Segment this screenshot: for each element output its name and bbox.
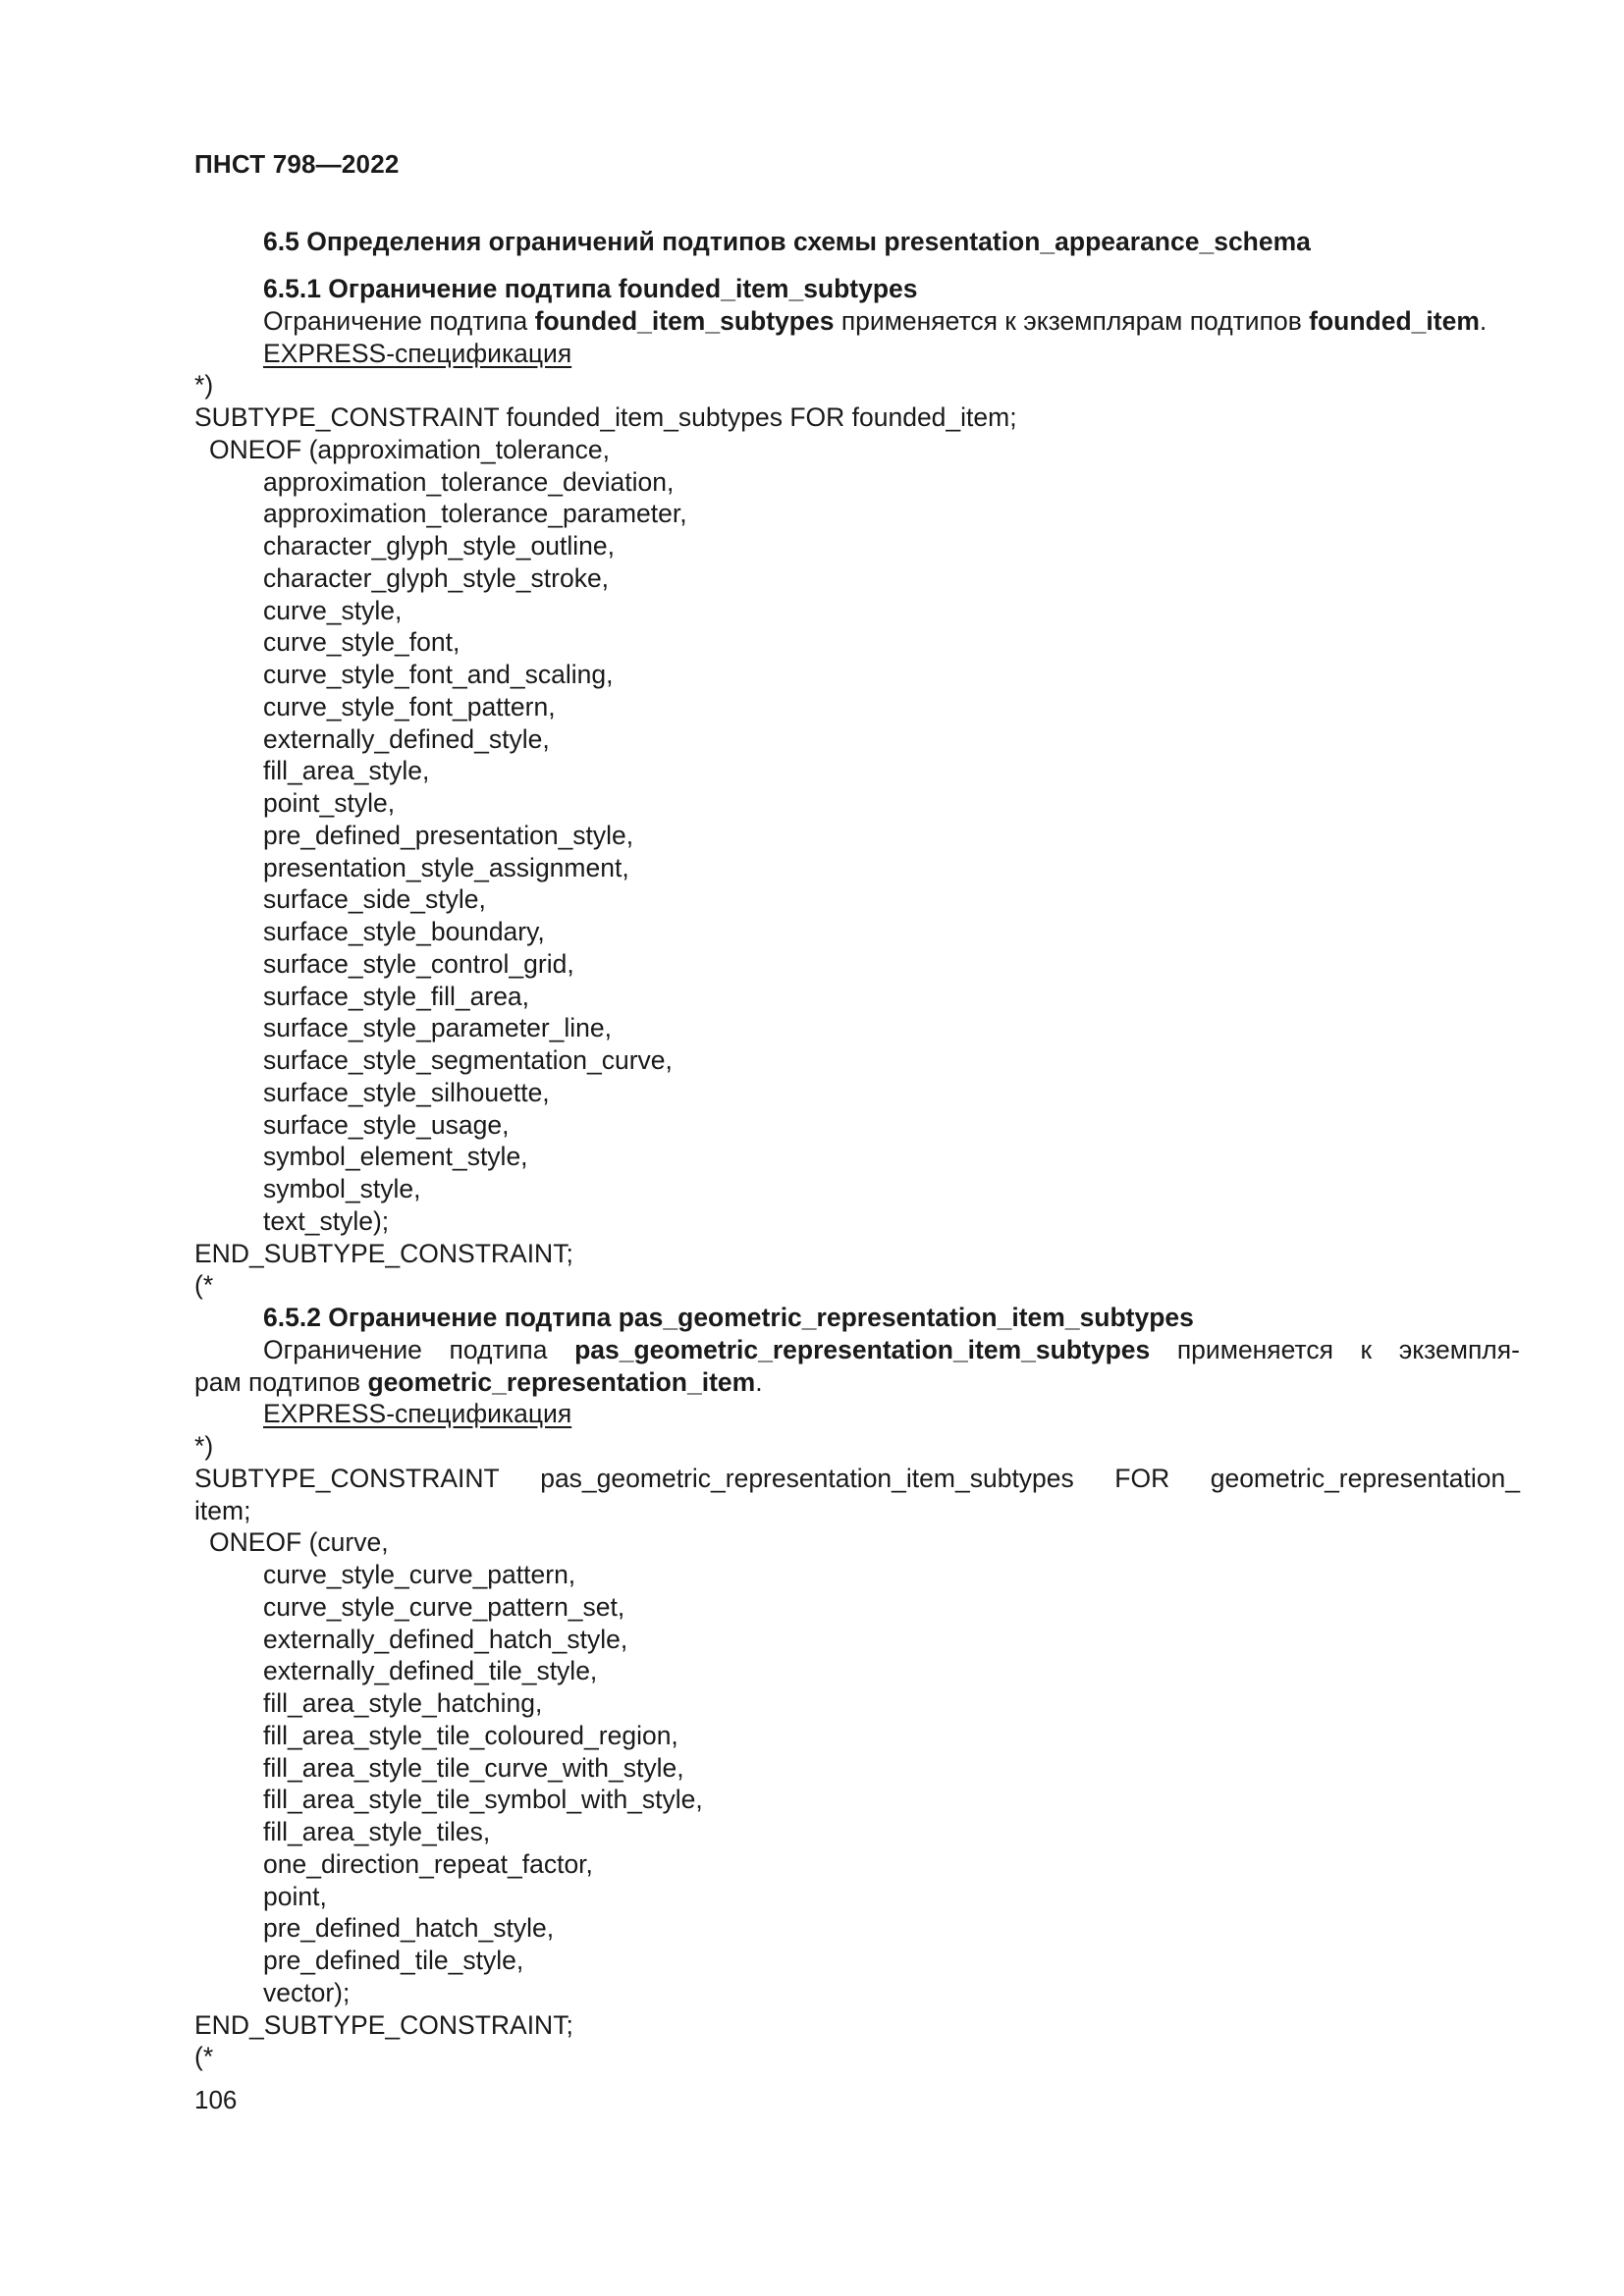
list-item: fill_area_style_hatching, [263,1688,543,1718]
section-6-5-2-paragraph-line1 [194,1334,1520,1366]
list-item: surface_style_parameter_line, [263,1013,612,1043]
list-item: fill_area_style_tiles, [263,1817,491,1846]
section-6-5-1 [194,273,1520,2073]
express-spec-label: EXPRESS-спецификация [263,1399,572,1429]
section-6-5-2-paragraph-line2 [194,1366,1520,1399]
list-item: one_direction_repeat_factor, [263,1848,593,1879]
para-text: . [1479,305,1488,336]
list-item: pre_defined_tile_style, [263,1946,524,1975]
express-spec-label: EXPRESS-спецификация [263,338,572,368]
list-item: externally_defined_hatch_style, [263,1624,628,1654]
para-term: founded_item [1309,305,1480,336]
list-item: fill_area_style_tile_symbol_with_style, [263,1785,703,1815]
express-open-marker: *) [194,370,214,400]
end-subtype-constraint: END_SUBTYPE_CONSTRAINT; [194,1238,573,1268]
para-word: к [1360,1334,1373,1364]
list-item: pre_defined_hatch_style, [263,1913,555,1944]
end-subtype-constraint: END_SUBTYPE_CONSTRAINT; [194,2009,573,2040]
list-item: symbol_style, [263,1174,421,1203]
list-item: surface_side_style, [263,884,486,915]
para-term: founded_item_subtypes [534,305,835,336]
decl-word: pas_geometric_representation_item_subtypes [540,1463,1074,1493]
subtype-constraint-declaration-line2: item; [194,1495,251,1525]
list-item: surface_style_control_grid, [263,948,574,979]
express-close-marker: (* [194,2042,214,2072]
page-number: 106 [194,2085,238,2114]
para-text: . [755,1366,763,1397]
running-head: ПНСТ 798—2022 [194,149,400,179]
para-word: применяется [1176,1334,1333,1364]
section-6-5-2-title: 6.5.2 Ограничение подтипа pas_geometric_representation_item_subtypes [263,1303,1194,1332]
list-item: curve_style_font, [263,627,460,658]
list-item: curve_style_font_pattern, [263,691,556,721]
list-item: fill_area_style_tile_coloured_region, [263,1720,678,1750]
list-item: surface_style_usage, [263,1109,510,1140]
list-item: curve_style_curve_pattern_set, [263,1591,625,1622]
express-close-marker: (* [194,1270,214,1301]
list-item: vector); [263,1977,351,2007]
para-term: geometric_representation_item [367,1366,756,1397]
section-6-5-1-paragraph [194,305,1520,338]
section-6-5-title: 6.5 Определения ограничений подтипов схемы presentation_appearance_schema [263,227,1311,256]
oneof-line: ONEOF (approximation_tolerance, [209,434,610,464]
subtype-constraint-declaration: SUBTYPE_CONSTRAINT founded_item_subtypes FOR founded_item; [194,402,1017,432]
list-item: curve_style, [263,595,403,625]
list-item: character_glyph_style_stroke, [263,562,610,593]
oneof-item-list [194,1559,1520,2009]
section-6-5-1-title: 6.5.1 Ограничение подтипа founded_item_subtypes [263,274,918,303]
list-item: surface_style_fill_area, [263,981,530,1011]
list-item: character_glyph_style_outline, [263,531,615,561]
list-item: approximation_tolerance_parameter, [263,499,687,529]
list-item: externally_defined_tile_style, [263,1656,598,1686]
para-word: подтипа [449,1334,548,1364]
para-term: pas_geometric_representation_item_subtypes [574,1334,1151,1364]
list-item: curve_style_curve_pattern, [263,1560,576,1589]
list-item: surface_style_silhouette, [263,1077,550,1107]
decl-word: SUBTYPE_CONSTRAINT [194,1463,500,1493]
para-word: Ограничение [263,1334,422,1364]
list-item: point, [263,1881,327,1911]
list-item: approximation_tolerance_deviation, [263,466,675,497]
list-item: presentation_style_assignment, [263,852,629,882]
para-text: применяется к экземплярам подтипов [834,305,1310,336]
oneof-item-list [194,466,1520,1238]
list-item: surface_style_segmentation_curve, [263,1045,673,1075]
para-word: экземпля- [1398,1334,1520,1364]
list-item: symbol_element_style, [263,1142,528,1172]
list-item: externally_defined_style, [263,723,550,754]
section-6-5 [194,226,1520,258]
subtype-constraint-declaration-line1 [194,1463,1520,1495]
list-item: pre_defined_presentation_style, [263,820,634,850]
para-text: рам подтипов [194,1366,368,1397]
express-open-marker: *) [194,1431,214,1461]
list-item: surface_style_boundary, [263,917,545,946]
list-item: fill_area_style_tile_curve_with_style, [263,1752,684,1783]
list-item: point_style, [263,788,396,818]
decl-word: geometric_representation_ [1210,1463,1520,1493]
para-text: Ограничение подтипа [263,305,535,336]
list-item: fill_area_style, [263,756,430,786]
list-item: curve_style_font_and_scaling, [263,660,614,689]
oneof-line: ONEOF (curve, [209,1527,389,1558]
list-item: text_style); [263,1205,390,1236]
decl-word: FOR [1114,1463,1170,1493]
